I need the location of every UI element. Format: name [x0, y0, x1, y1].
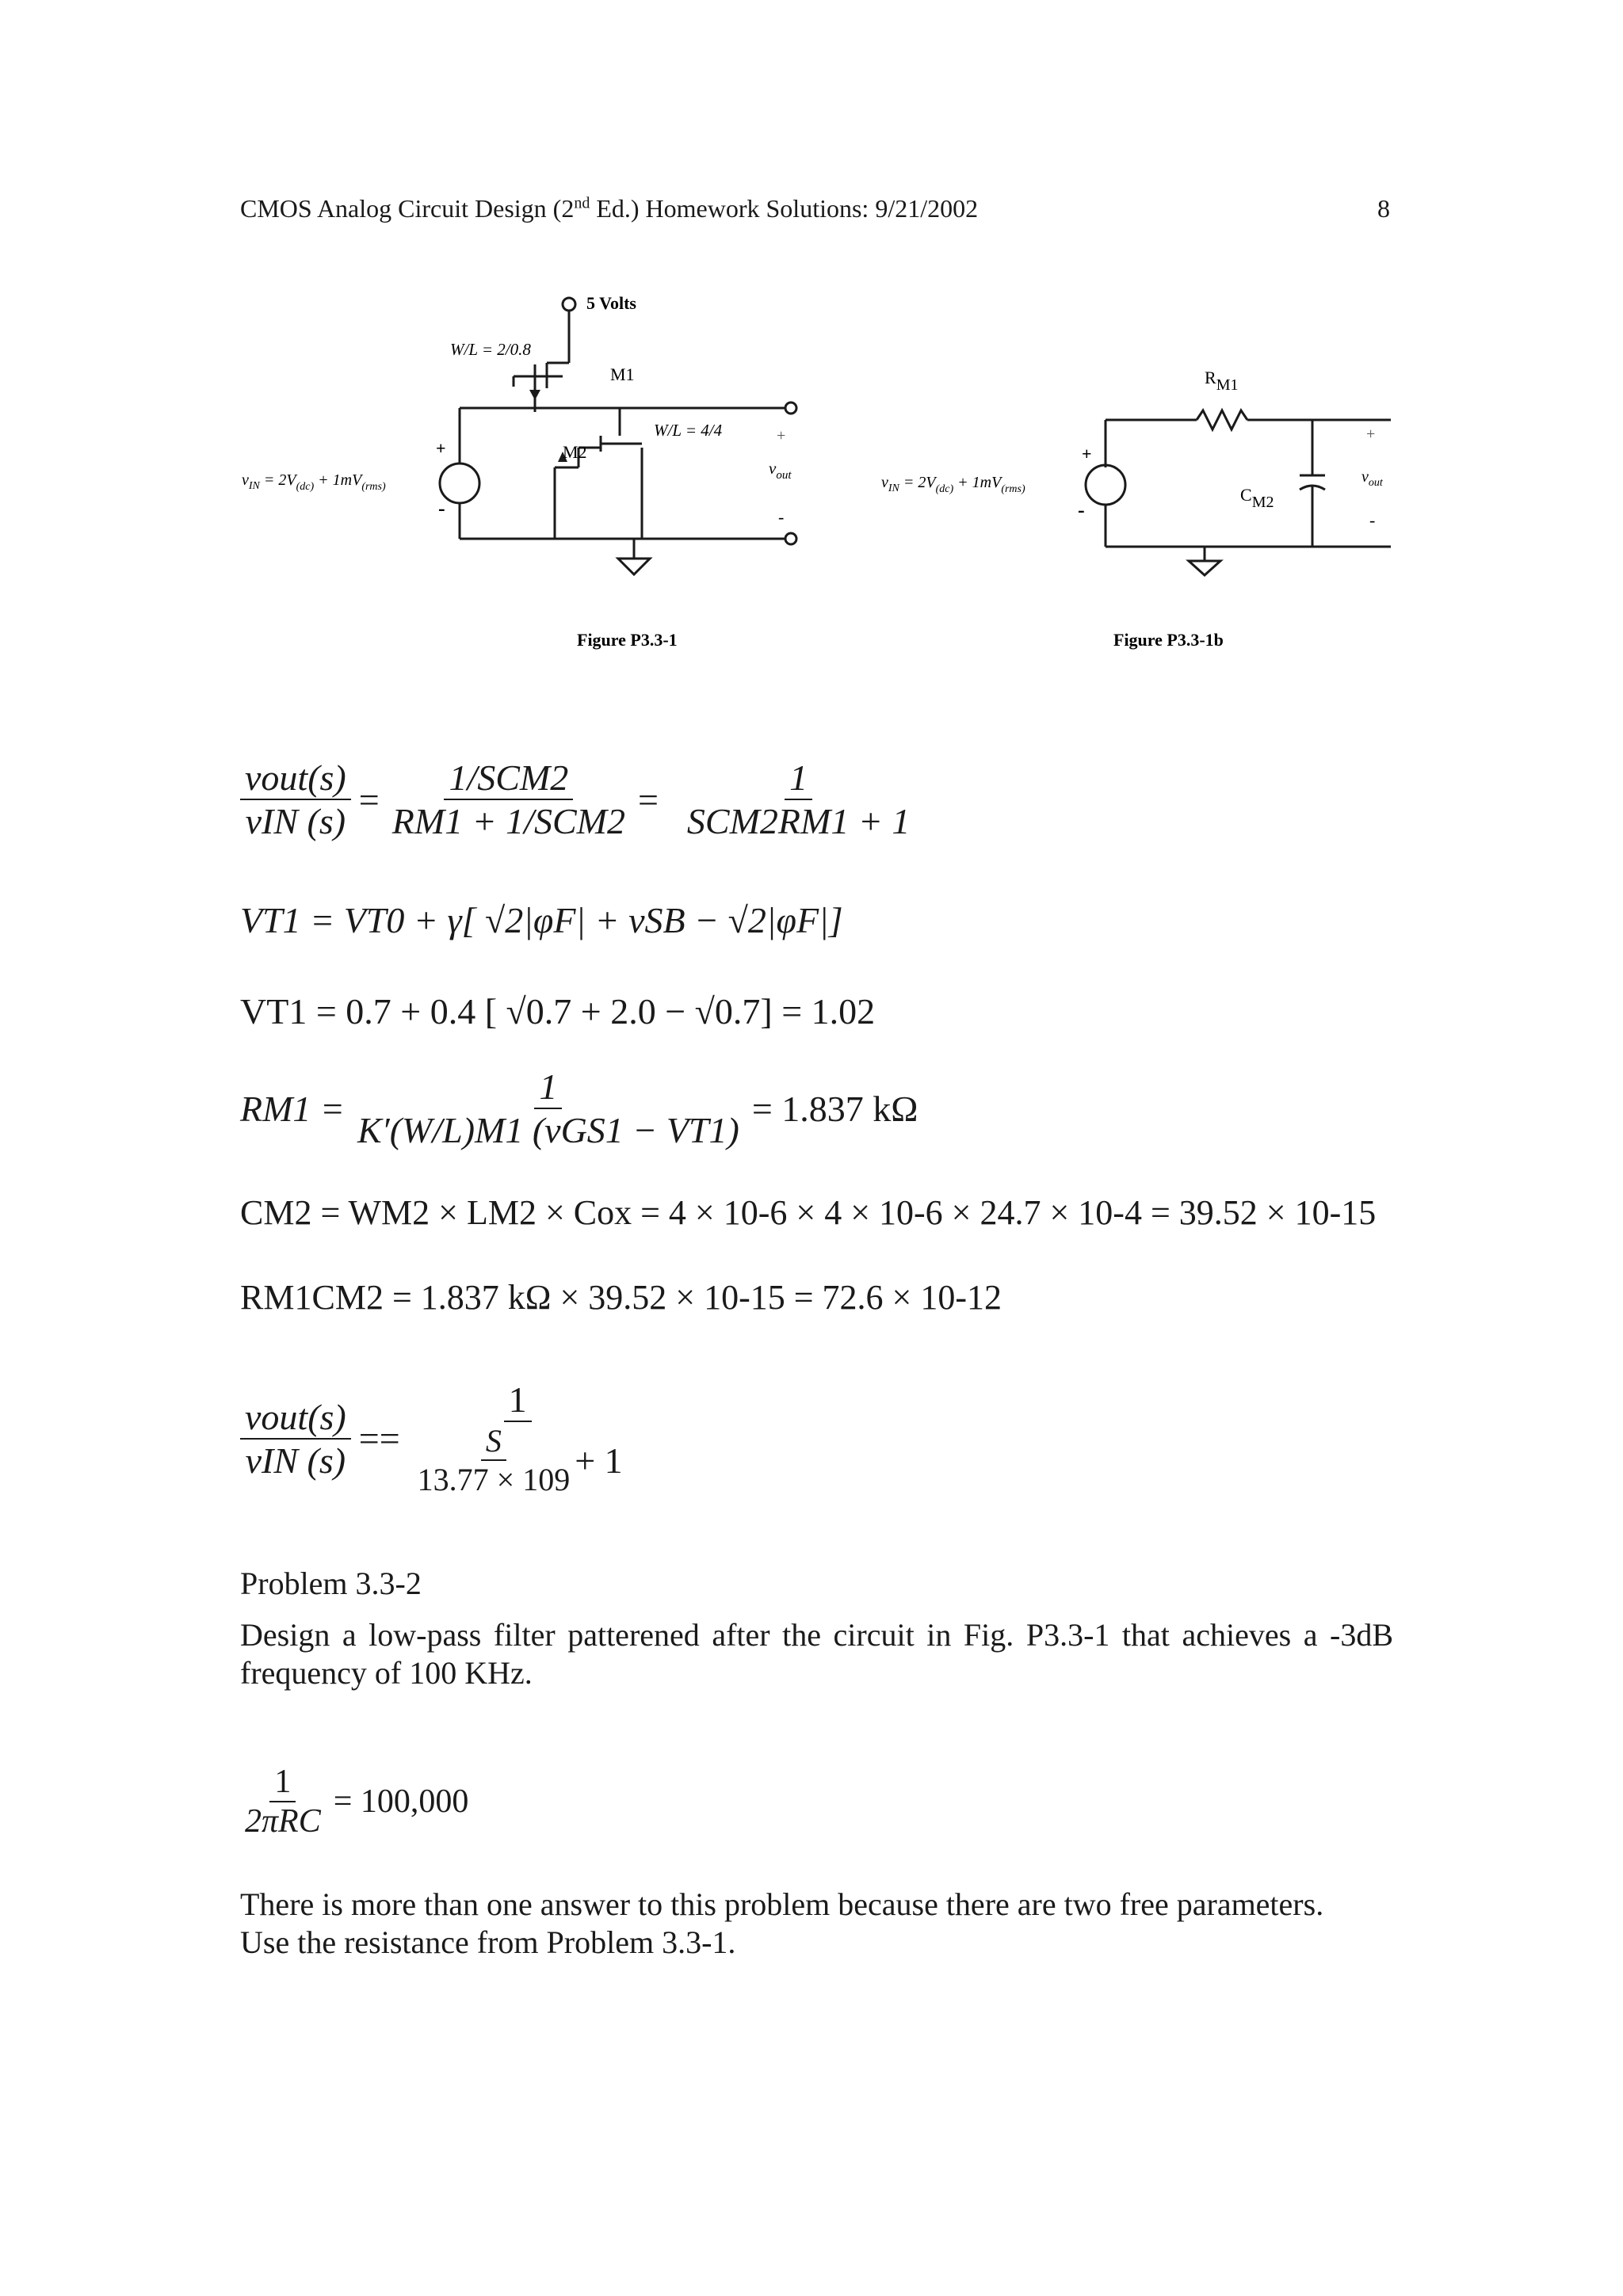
final-lhs-den: vIN (s)	[245, 1440, 346, 1481]
vin-label: $v_{IN} = 2V_{(dc)} + 1mV_{(rms)}$	[242, 471, 386, 493]
cm2-eq: CM2 = WM2 × LM2 × Cox = 4 × 10-6 × 4 × 10-6 × 24.7 × 10-4 = 39.52 × 10-15	[240, 1193, 1377, 1232]
figure-p3-3-1	[214, 285, 816, 650]
supply-terminal	[563, 298, 575, 311]
rm1-den: K′(W/L)M1 (vGS1 − VT1)	[357, 1110, 739, 1150]
final-inner-num: S	[481, 1422, 506, 1461]
input-source-b	[1086, 465, 1125, 505]
rm1-result: = 1.837 kΩ	[751, 1088, 918, 1129]
rm1-num: 1	[534, 1066, 562, 1109]
page-number: 8	[1377, 194, 1390, 223]
vt-general-eq: VT1 = VT0 + γ[ √2|φF| + vSB − √2|φF|]	[240, 900, 843, 940]
m2-label: M2	[563, 442, 587, 462]
source-b-minus: -	[1078, 498, 1085, 521]
cm2-label: CM2	[1240, 485, 1274, 511]
rc-eq: RM1CM2 = 1.837 kΩ × 39.52 × 10-15 = 72.6 × 10-12	[240, 1278, 1002, 1317]
m1-label: M1	[610, 364, 635, 384]
vt-numeric-eq: VT1 = 0.7 + 0.4 [ √0.7 + 2.0 − √0.7] = 1.02	[240, 991, 876, 1032]
vout-label: $v_{out}$	[769, 459, 792, 482]
tf-rhs-den: SCM2RM1 + 1	[686, 801, 911, 841]
figure-p3-3-1b	[872, 357, 1395, 650]
vin-b-label: $v_{IN} = 2V_{(dc)} + 1mV_{(rms)}$	[881, 474, 1025, 495]
tf-rhs-num: 1	[785, 757, 812, 800]
answer-line-1: There is more than one answer to this problem because there are two free parameters.	[240, 1886, 1324, 1922]
tf-mid-den: RM1 + 1/SCM2	[391, 801, 625, 841]
tf-lhs-num: vout(s)	[240, 757, 351, 800]
header-title-post: Ed.) Homework Solutions: 9/21/2002	[590, 194, 979, 223]
transfer-function-eq: $\frac{\text{vout(s)}}{\text{vIN (s)}}$ = $\frac{\text{1/SCM2}}{\text{RM1 + 1/SCM2}}$ = $\frac{1}{\text{SCM2RM1 + 1}}$	[240, 757, 915, 842]
tf-mid-num: 1/SCM2	[444, 757, 573, 800]
figure2-caption: Figure P3.3-1b	[1113, 630, 1224, 650]
vout-minus: -	[778, 507, 785, 527]
rm1-lhs: RM1 =	[240, 1088, 345, 1129]
m1-wl-label: W/L = 2/0.8	[450, 340, 531, 359]
header-title-pre: CMOS Analog Circuit Design (2	[240, 194, 575, 223]
m2-wl-label: W/L = 4/4	[654, 421, 723, 440]
supply-label: 5 Volts	[586, 293, 636, 313]
final-eq-sign: ==	[358, 1418, 400, 1459]
vout-b-label: $v_{out}$	[1361, 468, 1383, 489]
figure1-caption: Figure P3.3-1	[577, 630, 678, 650]
rm1-label: RM1	[1205, 368, 1239, 394]
final-tf-eq	[240, 1379, 628, 1498]
answer-line-2: Use the resistance from Problem 3.3-1.	[240, 1924, 736, 1960]
freq-den: 2πRC	[245, 1803, 321, 1840]
source-b-plus: +	[1082, 444, 1092, 463]
problem-statement: Design a low-pass filter patterened after the circuit in Fig. P3.3-1 that achieves a -3dB frequency of 100 KHz.	[240, 1617, 1393, 1691]
tf-lhs-den: vIN (s)	[245, 801, 346, 841]
vout-b-minus: -	[1369, 510, 1376, 530]
page-header	[240, 194, 978, 223]
freq-result: = 100,000	[333, 1783, 469, 1820]
rm1-eq	[240, 1066, 918, 1151]
final-inner-den: 13.77 × 109	[417, 1462, 571, 1497]
problem-title: Problem 3.3-2	[240, 1566, 422, 1601]
final-lhs-num: vout(s)	[240, 1396, 351, 1440]
source-minus: -	[438, 497, 445, 520]
final-plus-one: + 1	[575, 1440, 623, 1481]
header-title-sup: nd	[574, 194, 590, 212]
final-num: 1	[504, 1379, 532, 1422]
input-source	[440, 463, 479, 503]
vout-plus: +	[777, 427, 786, 444]
freq-num: 1	[269, 1763, 296, 1802]
freq-eq	[240, 1763, 468, 1840]
m1-arrow	[529, 390, 540, 400]
vout-b-plus: +	[1366, 425, 1376, 443]
source-plus: +	[436, 438, 446, 458]
